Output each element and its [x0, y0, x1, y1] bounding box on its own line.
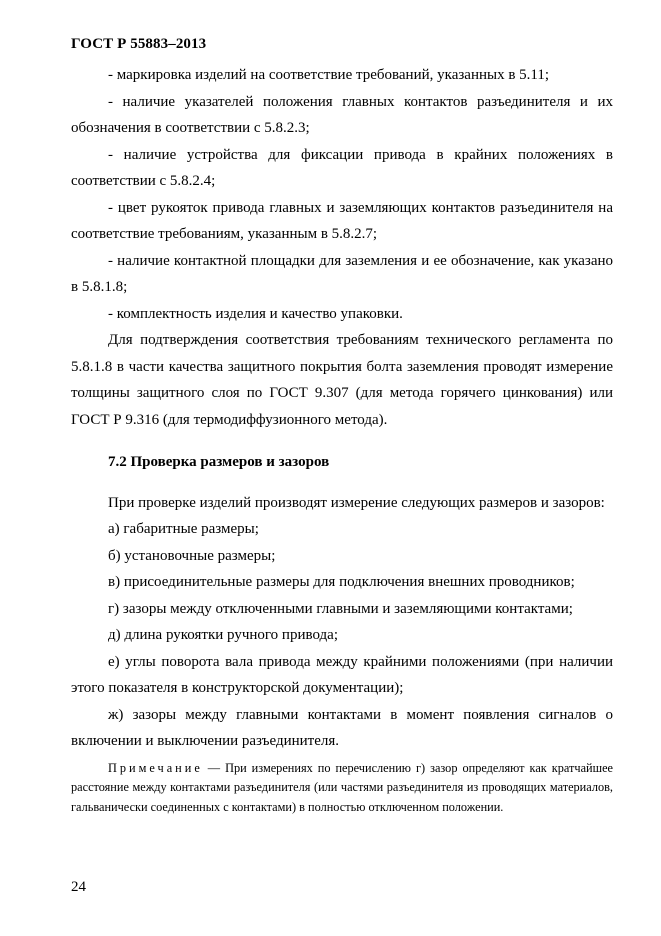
list-item: д) длина рукоятки ручного привода; — [108, 627, 338, 643]
section-title: 7.2 Проверка размеров и зазоров — [108, 454, 330, 470]
paragraph-marking: - маркировка изделий на соответствие требований, указанных в 5.11; — [108, 67, 550, 83]
note-label: Примечание — [108, 760, 203, 775]
paragraph-completeness: - комплектность изделия и качество упаковки. — [108, 305, 403, 322]
page-number: 24 — [71, 879, 86, 895]
paragraph-coating-check: Для подтверждения соответствия требованиям технического регламента по 5.8.1.8 в части качества защитного покрытия болта заземления проводят измерение толщины защитного слоя по ГОСТ 9.307 (для метода горячего цинкования) или ГОСТ Р 9.316 (для термодиффузионного метода). — [71, 332, 613, 428]
list-item: а) габаритные размеры; — [108, 521, 259, 537]
paragraph-handle-color: - цвет рукояток привода главных и заземляющих контактов разъединителя на соответствие требованиям, указанным в 5.8.2.7; — [71, 199, 613, 242]
list-item: б) установочные размеры; — [108, 547, 276, 564]
list-item: в) присоединительные размеры для подключения внешних проводников; — [108, 574, 575, 590]
list-item: ж) зазоры между главными контактами в момент появления сигналов о включении и выключении разъединителя. — [71, 706, 613, 749]
paragraph-grounding-pad: - наличие контактной площадки для заземления и ее обозначение, как указано в 5.8.1.8; — [71, 252, 613, 295]
page-header-standard-number: ГОСТ Р 55883–2013 — [71, 36, 207, 52]
paragraph-fixation-device: - наличие устройства для фиксации привода в крайних положениях в соответствии с 5.8.2.4; — [71, 146, 613, 189]
paragraph-position-indicators: - наличие указателей положения главных контактов разъединителя и их обозначения в соответствии с 5.8.2.3; — [71, 93, 613, 136]
section-intro: При проверке изделий производят измерение следующих размеров и зазоров: — [108, 494, 605, 511]
note-text: — При измерениях по перечислению г) зазор определяют как кратчайшее расстояние между контактами разъединителя (или частями разъединителя из проводящих материалов, гальванически соединенных с контактами) в полностью отключенном положении. — [71, 760, 613, 814]
list-item: г) зазоры между отключенными главными и заземляющими контактами; — [108, 600, 573, 617]
note-paragraph — [71, 759, 613, 818]
page-body — [71, 62, 613, 817]
list-item: е) углы поворота вала привода между крайними положениями (при наличии этого показателя в конструкторской документации); — [71, 653, 613, 696]
